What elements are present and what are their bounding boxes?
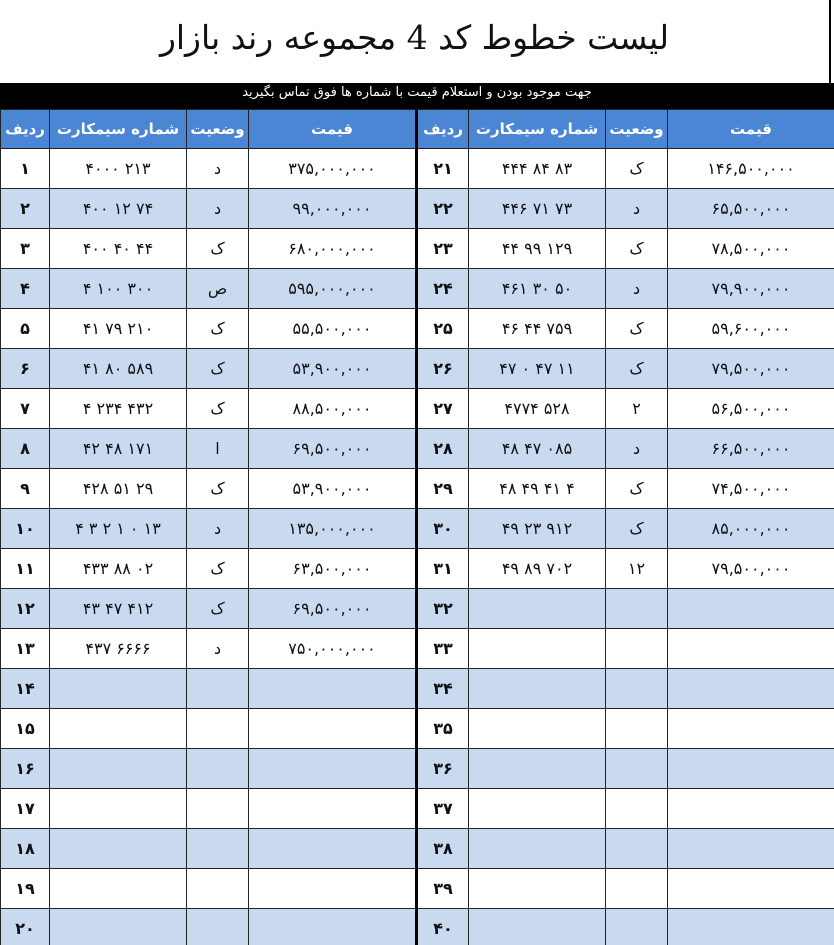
row-number-cell: ۸ (1, 429, 50, 469)
price-cell (249, 829, 417, 869)
row-number-cell: ۲۴ (417, 269, 469, 309)
status-cell: ک (187, 349, 249, 389)
row-number-cell: ۱۷ (1, 789, 50, 829)
title-area (0, 0, 831, 83)
header-status: وضعیت (187, 110, 249, 149)
price-cell: ۹۹,۰۰۰,۰۰۰ (249, 189, 417, 229)
status-cell (187, 669, 249, 709)
sim-number-cell: ۴۹ ۸۹ ۷۰۲ (469, 549, 606, 589)
sim-number-cell: ۴۰۰ ۱۲ ۷۴ (50, 189, 187, 229)
header-row-number: ردیف (1, 110, 50, 149)
price-cell (249, 909, 417, 945)
status-cell (606, 669, 668, 709)
sim-number-cell: ۴۷۷۴ ۵۲۸ (469, 389, 606, 429)
status-cell (606, 589, 668, 629)
price-cell (668, 669, 834, 709)
status-cell: ک (187, 309, 249, 349)
sim-number-cell (50, 909, 187, 945)
row-number-cell: ۱۴ (1, 669, 50, 709)
table-row (1, 229, 834, 269)
sim-number-cell (50, 669, 187, 709)
status-cell: ک (187, 389, 249, 429)
header-price: قیمت (668, 110, 834, 149)
price-cell: ۵۳,۹۰۰,۰۰۰ (249, 349, 417, 389)
status-cell: ک (606, 469, 668, 509)
table-row (1, 429, 834, 469)
table-row (1, 789, 834, 829)
row-number-cell: ۳۱ (417, 549, 469, 589)
sim-number-cell (50, 789, 187, 829)
sim-number-cell: ۴۶ ۴۴ ۷۵۹ (469, 309, 606, 349)
status-cell: د (187, 509, 249, 549)
sim-number-cell: ۴۱ ۸۰ ۵۸۹ (50, 349, 187, 389)
notice-bar (0, 83, 834, 109)
price-cell (249, 869, 417, 909)
row-number-cell: ۴۰ (417, 909, 469, 945)
status-cell: ک (187, 549, 249, 589)
price-cell: ۶۸۰,۰۰۰,۰۰۰ (249, 229, 417, 269)
price-cell (668, 789, 834, 829)
status-cell: ک (606, 349, 668, 389)
status-cell (187, 869, 249, 909)
sim-number-cell (469, 829, 606, 869)
row-number-cell: ۲۹ (417, 469, 469, 509)
price-cell (668, 869, 834, 909)
price-cell (249, 669, 417, 709)
row-number-cell: ۱۹ (1, 869, 50, 909)
row-number-cell: ۲۰ (1, 909, 50, 945)
status-cell (606, 909, 668, 945)
sim-number-cell: ۴۳۷ ۶۶۶۶ (50, 629, 187, 669)
row-number-cell: ۲۱ (417, 149, 469, 189)
table-row (1, 389, 834, 429)
status-cell: ک (187, 229, 249, 269)
header-sim-number: شماره سیمکارت (50, 110, 187, 149)
status-cell: ک (606, 229, 668, 269)
sim-number-cell (50, 709, 187, 749)
price-cell: ۳۷۵,۰۰۰,۰۰۰ (249, 149, 417, 189)
row-number-cell: ۶ (1, 349, 50, 389)
row-number-cell: ۵ (1, 309, 50, 349)
row-number-cell: ۲۸ (417, 429, 469, 469)
sim-number-cell: ۴۳ ۴۷ ۴۱۲ (50, 589, 187, 629)
price-cell: ۸۸,۵۰۰,۰۰۰ (249, 389, 417, 429)
price-cell (249, 749, 417, 789)
sim-number-cell (469, 709, 606, 749)
sim-number-cell: ۴۹ ۲۳ ۹۱۲ (469, 509, 606, 549)
row-number-cell: ۷ (1, 389, 50, 429)
sim-number-cell: ۴۴۴ ۸۴ ۸۳ (469, 149, 606, 189)
price-cell: ۶۹,۵۰۰,۰۰۰ (249, 429, 417, 469)
sim-number-cell: ۴۱ ۷۹ ۲۱۰ (50, 309, 187, 349)
price-cell: ۷۹,۵۰۰,۰۰۰ (668, 349, 834, 389)
price-cell (249, 789, 417, 829)
sim-number-cell: ۴۲ ۴۸ ۱۷۱ (50, 429, 187, 469)
status-cell: د (187, 629, 249, 669)
status-cell (187, 829, 249, 869)
row-number-cell: ۱ (1, 149, 50, 189)
price-cell: ۶۶,۵۰۰,۰۰۰ (668, 429, 834, 469)
table-row (1, 909, 834, 945)
price-cell: ۱۴۶,۵۰۰,۰۰۰ (668, 149, 834, 189)
table-row (1, 149, 834, 189)
row-number-cell: ۲۳ (417, 229, 469, 269)
sim-number-cell: ۴۸ ۴۹ ۴۱ ۴ (469, 469, 606, 509)
status-cell: ک (187, 469, 249, 509)
header-sim-number: شماره سیمکارت (469, 110, 606, 149)
sim-number-cell (469, 629, 606, 669)
price-cell: ۷۹,۵۰۰,۰۰۰ (668, 549, 834, 589)
page-title: لیست خطوط کد 4 مجموعه رند بازار (159, 18, 670, 57)
row-number-cell: ۲ (1, 189, 50, 229)
status-cell: د (606, 429, 668, 469)
status-cell: د (606, 189, 668, 229)
status-cell (606, 829, 668, 869)
price-cell (249, 709, 417, 749)
row-number-cell: ۳۶ (417, 749, 469, 789)
status-cell: ا (187, 429, 249, 469)
row-number-cell: ۲۵ (417, 309, 469, 349)
row-number-cell: ۲۶ (417, 349, 469, 389)
row-number-cell: ۲۷ (417, 389, 469, 429)
sim-number-cell (50, 749, 187, 789)
sim-number-cell (50, 869, 187, 909)
status-cell: ۱۲ (606, 549, 668, 589)
status-cell: د (187, 149, 249, 189)
table-row (1, 869, 834, 909)
table-row (1, 469, 834, 509)
table-row (1, 709, 834, 749)
price-cell: ۶۳,۵۰۰,۰۰۰ (249, 549, 417, 589)
price-cell: ۷۵۰,۰۰۰,۰۰۰ (249, 629, 417, 669)
sim-number-cell (469, 789, 606, 829)
sim-number-cell: ۴۲۸ ۵۱ ۲۹ (50, 469, 187, 509)
price-cell (668, 709, 834, 749)
sim-number-cell: ۴۷ ۰ ۴۷ ۱۱ (469, 349, 606, 389)
price-cell: ۵۹,۶۰۰,۰۰۰ (668, 309, 834, 349)
price-cell: ۵۵,۵۰۰,۰۰۰ (249, 309, 417, 349)
price-cell: ۵۶,۵۰۰,۰۰۰ (668, 389, 834, 429)
row-number-cell: ۳۰ (417, 509, 469, 549)
row-number-cell: ۱۰ (1, 509, 50, 549)
price-cell: ۱۳۵,۰۰۰,۰۰۰ (249, 509, 417, 549)
sim-number-cell: ۴۰۰۰ ۲۱۳ (50, 149, 187, 189)
status-cell (606, 749, 668, 789)
row-number-cell: ۳۳ (417, 629, 469, 669)
status-cell: ک (187, 589, 249, 629)
price-cell (668, 749, 834, 789)
sim-number-cell (50, 829, 187, 869)
sim-number-cell: ۴۴۶ ۷۱ ۷۳ (469, 189, 606, 229)
row-number-cell: ۳۹ (417, 869, 469, 909)
price-cell (668, 629, 834, 669)
sim-number-cell (469, 869, 606, 909)
table-row (1, 509, 834, 549)
sim-number-cell: ۴۰۰ ۴۰ ۴۴ (50, 229, 187, 269)
status-cell: ۲ (606, 389, 668, 429)
price-cell: ۷۸,۵۰۰,۰۰۰ (668, 229, 834, 269)
row-number-cell: ۲۲ (417, 189, 469, 229)
header-row-number: ردیف (417, 110, 469, 149)
sim-number-cell (469, 909, 606, 945)
row-number-cell: ۱۸ (1, 829, 50, 869)
price-cell: ۷۹,۹۰۰,۰۰۰ (668, 269, 834, 309)
table-row (1, 189, 834, 229)
price-cell: ۵۳,۹۰۰,۰۰۰ (249, 469, 417, 509)
row-number-cell: ۳۷ (417, 789, 469, 829)
row-number-cell: ۳۲ (417, 589, 469, 629)
sim-number-cell (469, 589, 606, 629)
table-row (1, 589, 834, 629)
price-cell (668, 909, 834, 945)
row-number-cell: ۴ (1, 269, 50, 309)
row-number-cell: ۳۵ (417, 709, 469, 749)
table-row (1, 309, 834, 349)
sim-number-cell: ۴۶۱ ۳۰ ۵۰ (469, 269, 606, 309)
status-cell (187, 909, 249, 945)
status-cell: ک (606, 149, 668, 189)
sim-number-cell: ۴ ۱۰۰ ۳۰۰ (50, 269, 187, 309)
sim-number-cell: ۴۳۳ ۸۸ ۰۲ (50, 549, 187, 589)
price-cell: ۸۵,۰۰۰,۰۰۰ (668, 509, 834, 549)
row-number-cell: ۳ (1, 229, 50, 269)
status-cell (606, 629, 668, 669)
status-cell: ک (606, 509, 668, 549)
row-number-cell: ۳۸ (417, 829, 469, 869)
status-cell: د (606, 269, 668, 309)
price-cell: ۵۹۵,۰۰۰,۰۰۰ (249, 269, 417, 309)
status-cell (606, 709, 668, 749)
notice-text: جهت موجود بودن و استعلام قیمت با شماره ها فوق تماس بگیرید (242, 85, 592, 100)
table-row (1, 269, 834, 309)
header-status: وضعیت (606, 110, 668, 149)
row-number-cell: ۹ (1, 469, 50, 509)
table-row (1, 629, 834, 669)
status-cell (606, 789, 668, 829)
row-number-cell: ۱۵ (1, 709, 50, 749)
price-cell: ۶۹,۵۰۰,۰۰۰ (249, 589, 417, 629)
price-cell (668, 589, 834, 629)
table-row (1, 829, 834, 869)
sim-number-cell: ۴۴ ۹۹ ۱۲۹ (469, 229, 606, 269)
sim-number-cell: ۴ ۲۳۴ ۴۳۲ (50, 389, 187, 429)
price-cell (668, 829, 834, 869)
price-cell: ۶۵,۵۰۰,۰۰۰ (668, 189, 834, 229)
row-number-cell: ۱۶ (1, 749, 50, 789)
header-price: قیمت (249, 110, 417, 149)
status-cell: ص (187, 269, 249, 309)
table-row (1, 669, 834, 709)
row-number-cell: ۱۳ (1, 629, 50, 669)
status-cell: ک (606, 309, 668, 349)
table-row (1, 749, 834, 789)
row-number-cell: ۱۲ (1, 589, 50, 629)
sim-number-cell (469, 669, 606, 709)
sim-number-cell: ۴۸ ۴۷ ۰۸۵ (469, 429, 606, 469)
sim-table (0, 109, 834, 945)
table-row (1, 549, 834, 589)
header-row (1, 110, 834, 149)
status-cell (187, 789, 249, 829)
row-number-cell: ۱۱ (1, 549, 50, 589)
sim-number-cell: ۴ ۳ ۲ ۱ ۰ ۱۳ (50, 509, 187, 549)
status-cell (187, 709, 249, 749)
row-number-cell: ۳۴ (417, 669, 469, 709)
status-cell: د (187, 189, 249, 229)
price-cell: ۷۴,۵۰۰,۰۰۰ (668, 469, 834, 509)
status-cell (606, 869, 668, 909)
table-row (1, 349, 834, 389)
sim-number-cell (469, 749, 606, 789)
status-cell (187, 749, 249, 789)
